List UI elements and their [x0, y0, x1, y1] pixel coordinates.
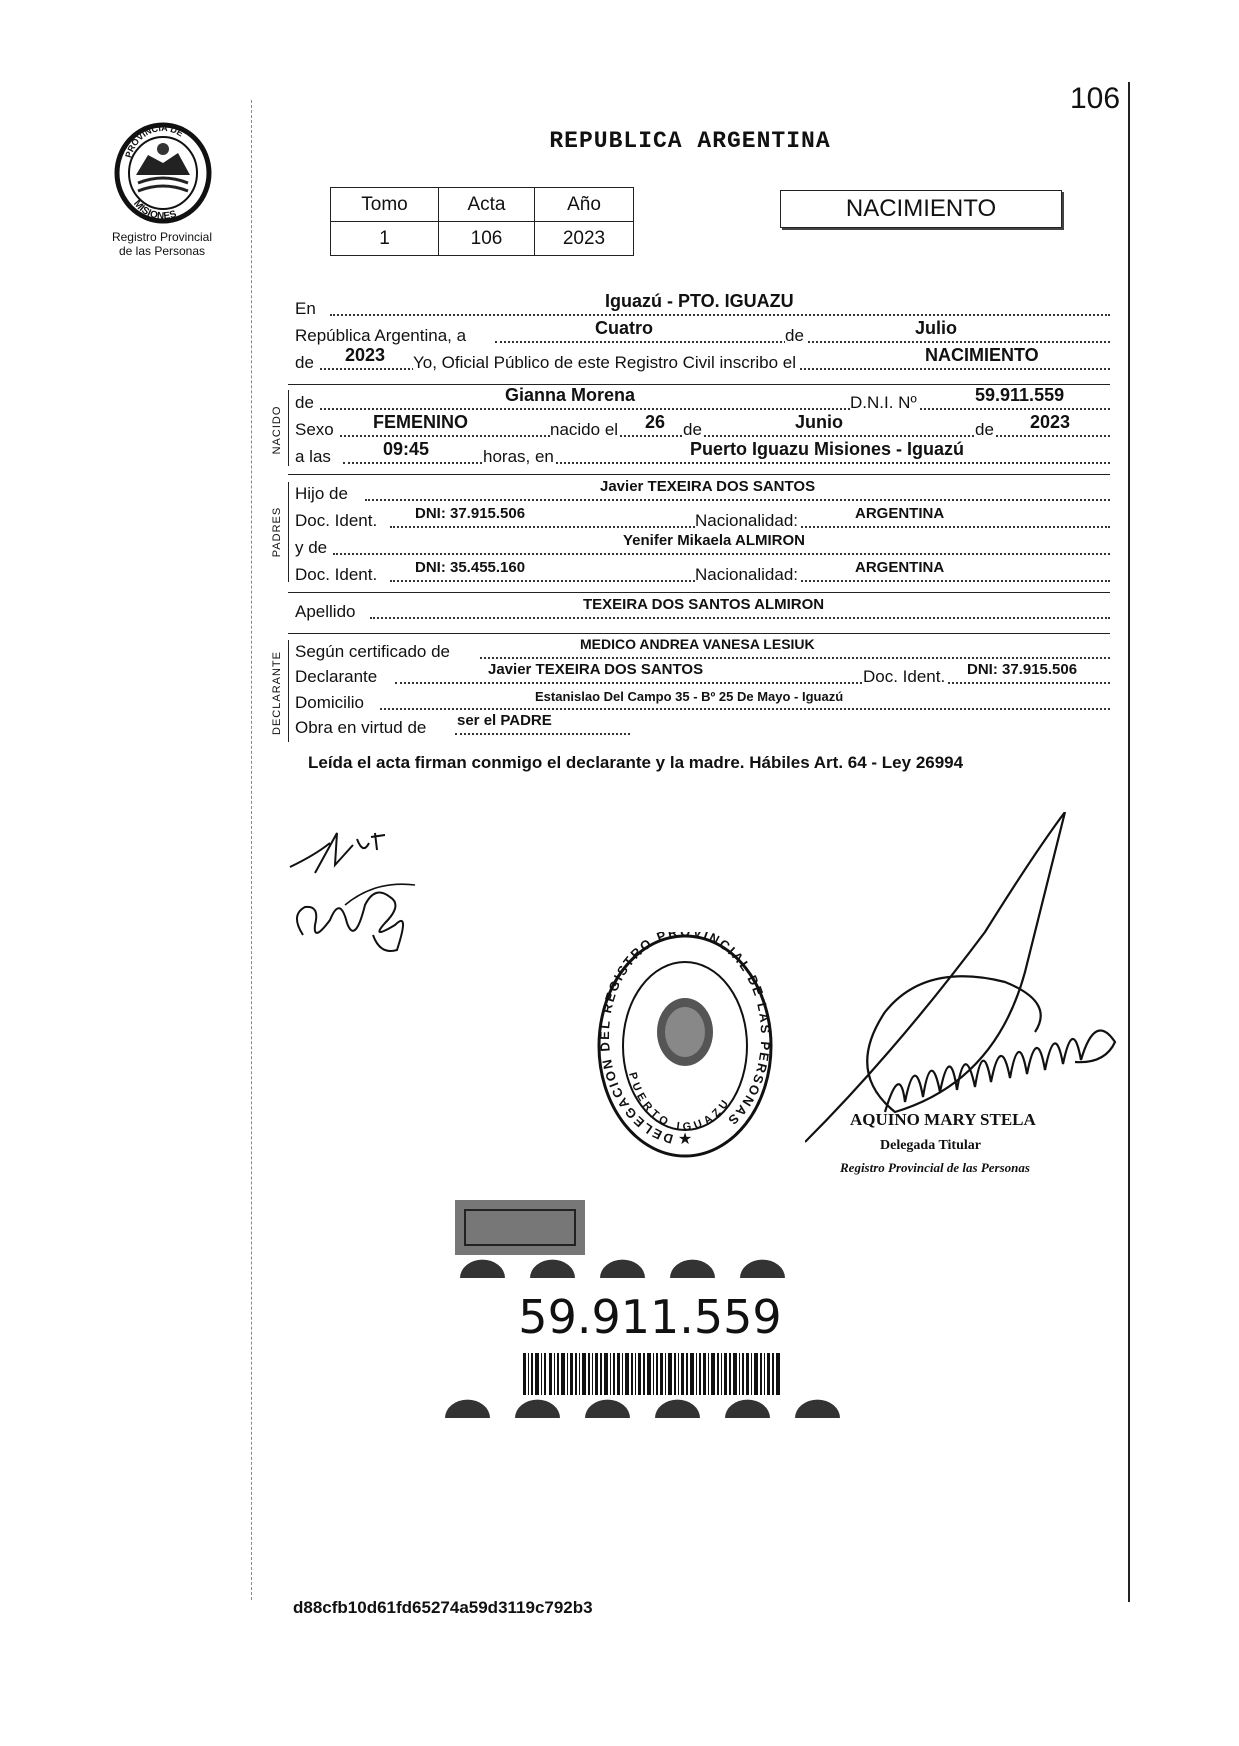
birth-place-value: Puerto Iguazu Misiones - Iguazú [690, 439, 965, 459]
cert-value: MEDICO ANDREA VANESA LESIUK [580, 636, 815, 652]
tomo-value: 1 [331, 222, 439, 256]
mother-name-value: Yenifer Mikaela ALMIRON [623, 532, 805, 549]
section-divider [288, 592, 1110, 593]
declarante-doc-value: DNI: 37.915.506 [967, 661, 1078, 678]
section-divider [288, 474, 1110, 475]
svg-text:PUERTO IGUAZU: PUERTO IGUAZU [626, 1070, 734, 1134]
row-hijo [295, 480, 1110, 504]
apellido-value: TEXEIRA DOS SANTOS ALMIRON [583, 596, 825, 613]
document-hash: d88cfb10d61fd65274a59d3119c792b3 [293, 1598, 593, 1617]
record-table [330, 187, 634, 256]
tomo-header: Tomo [331, 188, 439, 222]
nacido-bracket [288, 390, 295, 466]
de-label: de [785, 326, 804, 345]
birth-day-value: 26 [645, 412, 666, 432]
declarante-section-label: DECLARANTE [271, 650, 283, 735]
horas-label: horas, en [483, 447, 554, 466]
acta-header: Acta [439, 188, 535, 222]
y-de-label: y de [295, 538, 328, 557]
nacido-section-label: NACIDO [271, 405, 283, 455]
child-name-value: Gianna Morena [505, 385, 636, 405]
father-name-value: Javier TEXEIRA DOS SANTOS [600, 478, 816, 495]
sexo-label: Sexo [295, 420, 334, 439]
row-domicilio [295, 689, 1110, 713]
row-republica [295, 318, 1110, 346]
page-number: 106 [1070, 82, 1121, 115]
row-hora [295, 439, 1110, 467]
mother-doc-value: DNI: 35.455.160 [415, 559, 526, 576]
nacionalidad-label-2: Nacionalidad: [695, 565, 799, 584]
official-org: Registro Provincial de las Personas [840, 1160, 1030, 1175]
left-margin-line [251, 100, 252, 1600]
security-dni-number: 59.911.559 [518, 1290, 782, 1344]
row-nacido-name [295, 385, 1110, 413]
padres-bracket [288, 482, 295, 582]
yo-label: Yo, Oficial Público de este Registro Civil inscribo el [413, 353, 796, 372]
provincial-seal-logo [108, 115, 218, 227]
doc-ident-label-3: Doc. Ident. [863, 667, 946, 686]
registry-label-line2: de las Personas [118, 244, 206, 258]
barcode [523, 1353, 781, 1395]
official-signature [805, 812, 1135, 1157]
domicilio-label: Domicilio [295, 693, 364, 712]
padres-section-label: PADRES [271, 506, 283, 558]
official-stamp [595, 932, 775, 1160]
domicilio-value: Estanislao Del Campo 35 - Bº 25 De Mayo - Iguazú [535, 689, 844, 704]
declarante-value: Javier TEXEIRA DOS SANTOS [488, 661, 704, 678]
svg-text:MISIONES: MISIONES [131, 198, 178, 223]
row-father-doc [295, 507, 1110, 531]
obra-label: Obra en virtud de [295, 718, 427, 737]
row-certificado [295, 638, 1110, 662]
nacido-de-label: de [295, 393, 314, 412]
place-value: Iguazú - PTO. IGUAZU [605, 291, 794, 311]
doc-ident-label-2: Doc. Ident. [295, 565, 378, 584]
row-en [295, 291, 1110, 319]
declarant-signature [285, 825, 425, 960]
nacionalidad-label: Nacionalidad: [695, 511, 799, 530]
dni-label: D.N.I. Nº [850, 393, 917, 412]
act-type-value: NACIMIENTO [925, 345, 1039, 365]
declarante-label: Declarante [295, 667, 378, 686]
de-label-3: de [975, 420, 994, 439]
sexo-value: FEMENINO [373, 412, 469, 432]
month-value: Julio [915, 318, 958, 338]
row-obra [295, 714, 1110, 738]
record-type-box: NACIMIENTO [780, 190, 1062, 228]
registry-label [92, 230, 232, 258]
nacido-el-label: nacido el [550, 420, 619, 439]
de2-label: de [295, 353, 314, 372]
acta-value: 106 [439, 222, 535, 256]
birth-month-value: Junio [795, 412, 843, 432]
birth-year-value: 2023 [1030, 412, 1071, 432]
a-las-label: a las [295, 447, 331, 466]
father-doc-value: DNI: 37.915.506 [415, 505, 526, 522]
hijo-label: Hijo de [295, 484, 348, 503]
official-name: AQUINO MARY STELA [850, 1110, 1036, 1129]
row-apellido [295, 598, 1110, 622]
row-mother-doc [295, 561, 1110, 585]
declarante-bracket [288, 640, 295, 742]
row-year [295, 345, 1110, 373]
row-ymde [295, 534, 1110, 558]
svg-text:PROVINCIA DE: PROVINCIA DE [123, 122, 186, 159]
mother-nat-value: ARGENTINA [855, 559, 945, 576]
svg-text:DELEGACION DEL REGISTRO PROVIN: DELEGACION DEL REGISTRO PR VINCIAL DE LAS PERSONAS [596, 932, 774, 1147]
day-value: Cuatro [595, 318, 653, 338]
republica-label: República Argentina, a [295, 326, 467, 345]
section-divider [288, 633, 1110, 634]
apellido-label: Apellido [295, 602, 356, 621]
time-value: 09:45 [383, 439, 430, 459]
svg-text:★: ★ [677, 1131, 693, 1148]
row-sexo [295, 412, 1110, 440]
child-dni-value: 59.911.559 [975, 385, 1065, 405]
official-role: Delegada Titular [880, 1138, 981, 1153]
country-title: REPUBLICA ARGENTINA [549, 128, 831, 154]
doc-ident-label: Doc. Ident. [295, 511, 378, 530]
obra-value: ser el PADRE [457, 712, 552, 729]
cert-label: Según certificado de [295, 642, 450, 661]
registry-label-line1: Registro Provincial [111, 230, 213, 244]
anio-header: Año [535, 188, 634, 222]
father-nat-value: ARGENTINA [855, 505, 945, 522]
en-label: En [295, 299, 316, 318]
closing-statement: Leída el acta firman conmigo el declarante y la madre. Hábiles Art. 64 - Ley 26994 [308, 753, 964, 772]
de-label-2: de [683, 420, 702, 439]
year-value: 2023 [345, 345, 386, 365]
row-declarante [295, 663, 1110, 687]
anio-value: 2023 [535, 222, 634, 256]
